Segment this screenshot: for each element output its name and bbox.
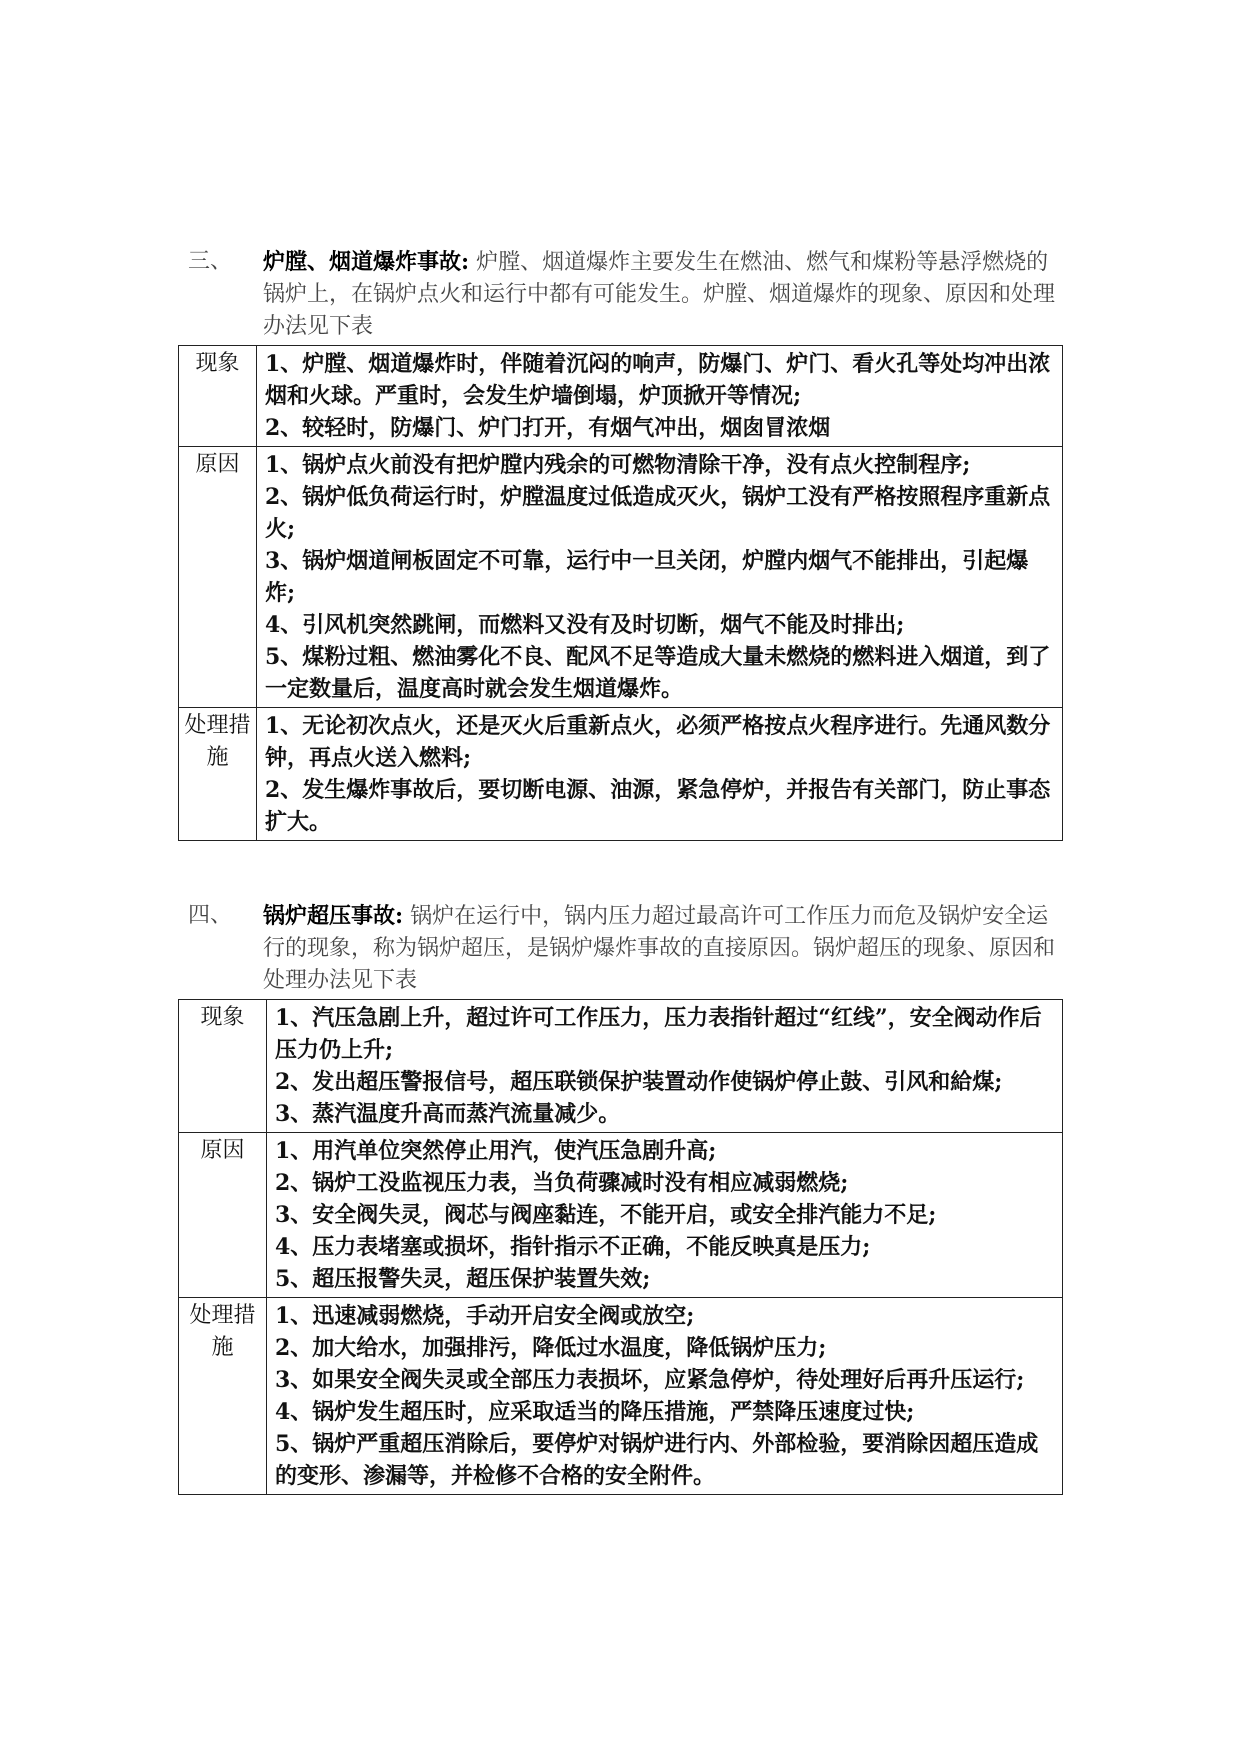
section-intro-text: 锅炉在运行中，锅内压力超过最高许可工作压力而危及锅炉安全运行的现象，称为锅炉超压，是锅炉爆炸事故的直接原因。锅炉超压的现象、原因和处理办法见下表	[263, 904, 1056, 993]
list-item: 1、锅炉点火前没有把炉膛内残余的可燃物清除干净，没有点火控制程序;	[265, 452, 971, 478]
list-item: 4、压力表堵塞或损坏，指针指示不正确，不能反映真是压力;	[275, 1234, 871, 1260]
list-item: 3、锅炉烟道闸板固定不可靠，运行中一旦关闭，炉膛内烟气不能排出，引起爆炸;	[265, 548, 1029, 606]
row-label-phenomenon: 现象	[179, 346, 257, 447]
list-item: 3、如果安全阀失灵或全部压力表损坏，应紧急停炉，待处理好后再升压运行;	[275, 1367, 1025, 1393]
list-item: 2、较轻时，防爆门、炉门打开，有烟气冲出，烟囱冒浓烟	[265, 415, 831, 441]
list-item: 4、锅炉发生超压时，应采取适当的降压措施，严禁降压速度过快;	[275, 1399, 915, 1425]
row-label-phenomenon: 现象	[179, 1000, 267, 1133]
section-heading: 炉膛、烟道爆炸事故:	[263, 249, 470, 275]
list-item: 3、安全阀失灵，阀芯与阀座黏连，不能开启，或安全排汽能力不足;	[275, 1202, 937, 1228]
section-furnace-explosion	[178, 246, 1063, 841]
section-heading: 锅炉超压事故:	[263, 903, 404, 929]
list-item: 2、锅炉工没监视压力表，当负荷骤减时没有相应减弱燃烧;	[275, 1170, 849, 1196]
row-content	[257, 447, 1063, 708]
list-item: 5、煤粉过粗、燃油雾化不良、配风不足等造成大量未燃烧的燃料进入烟道，到了一定数量后，温度高时就会发生烟道爆炸。	[265, 644, 1051, 702]
section-number: 四、	[188, 903, 233, 928]
table-row	[179, 708, 1063, 841]
list-item: 1、汽压急剧上升，超过许可工作压力，压力表指针超过“红线”，安全阀动作后压力仍上升;	[275, 1005, 1042, 1063]
table-row	[179, 447, 1063, 708]
table-row	[179, 346, 1063, 447]
table-row	[179, 1000, 1063, 1133]
table-row	[179, 1133, 1063, 1298]
row-label-cause: 原因	[179, 1133, 267, 1298]
section-intro	[178, 246, 1063, 343]
list-item: 1、无论初次点火，还是灭火后重新点火，必须严格按点火程序进行。先通风数分钟，再点火送入燃料;	[265, 713, 1051, 771]
list-item: 2、加大给水，加强排污，降低过水温度，降低锅炉压力;	[275, 1335, 827, 1361]
furnace-explosion-table	[178, 345, 1063, 841]
row-label-measures: 处理措施	[179, 1298, 267, 1495]
list-item: 3、蒸汽温度升高而蒸汽流量减少。	[275, 1101, 621, 1127]
list-item: 4、引风机突然跳闸，而燃料又没有及时切断，烟气不能及时排出;	[265, 612, 905, 638]
list-item: 5、超压报警失灵，超压保护装置失效;	[275, 1266, 651, 1292]
list-item: 5、锅炉严重超压消除后，要停炉对锅炉进行内、外部检验，要消除因超压造成的变形、渗漏等，并检修不合格的安全附件。	[275, 1431, 1039, 1489]
row-content	[257, 346, 1063, 447]
section-intro-text: 炉膛、烟道爆炸主要发生在燃油、燃气和煤粉等悬浮燃烧的锅炉上，在锅炉点火和运行中都有可能发生。炉膛、烟道爆炸的现象、原因和处理办法见下表	[263, 250, 1056, 339]
row-content	[267, 1298, 1063, 1495]
list-item: 1、迅速减弱燃烧，手动开启安全阀或放空;	[275, 1303, 695, 1329]
list-item: 2、锅炉低负荷运行时，炉膛温度过低造成灭火，锅炉工没有严格按照程序重新点火;	[265, 484, 1051, 542]
section-number: 三、	[188, 249, 233, 274]
list-item: 2、发出超压警报信号，超压联锁保护装置动作使锅炉停止鼓、引风和給煤;	[275, 1069, 1003, 1095]
row-label-measures: 处理措施	[179, 708, 257, 841]
overpressure-table	[178, 999, 1063, 1495]
table-row	[179, 1298, 1063, 1495]
row-content	[257, 708, 1063, 841]
section-overpressure	[178, 900, 1063, 1495]
section-intro	[178, 900, 1063, 997]
list-item: 1、炉膛、烟道爆炸时，伴随着沉闷的响声，防爆门、炉门、看火孔等处均冲出浓烟和火球。严重时，会发生炉墙倒塌，炉顶掀开等情况;	[265, 351, 1051, 409]
row-content	[267, 1000, 1063, 1133]
list-item: 1、用汽单位突然停止用汽，使汽压急剧升高;	[275, 1138, 717, 1164]
row-label-cause: 原因	[179, 447, 257, 708]
list-item: 2、发生爆炸事故后，要切断电源、油源，紧急停炉，并报告有关部门，防止事态扩大。	[265, 777, 1051, 835]
row-content	[267, 1133, 1063, 1298]
